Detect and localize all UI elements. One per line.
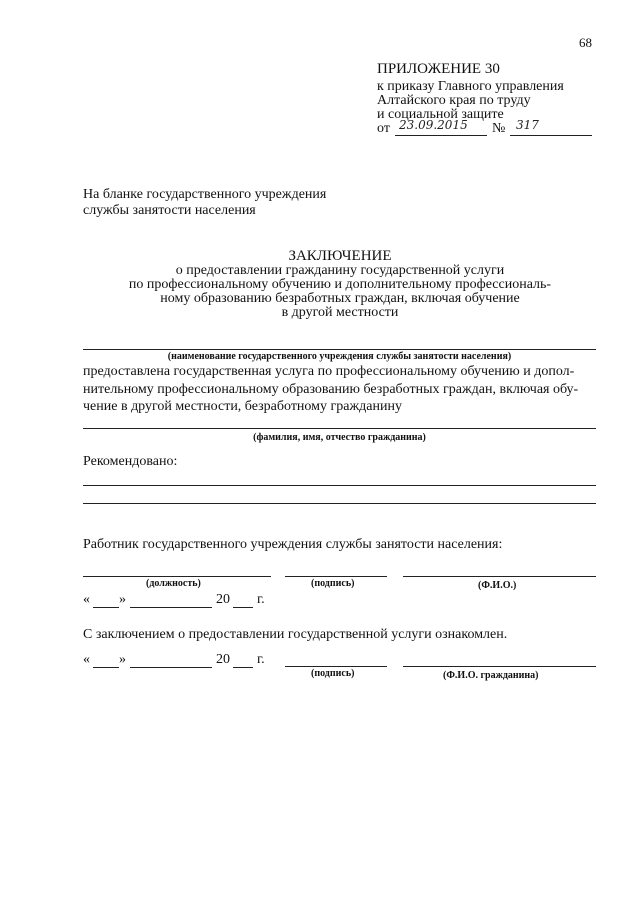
- appendix-number-underline: [510, 135, 592, 136]
- date1-month-line: [130, 607, 212, 608]
- appendix-line-2: Алтайского края по труду: [377, 93, 531, 108]
- recommended-line-1: [83, 485, 596, 486]
- date1-year-prefix: 20: [216, 592, 230, 607]
- date2-quote-close: »: [119, 652, 126, 667]
- date1-quote-close: »: [119, 592, 126, 607]
- date1-day-line: [93, 607, 119, 608]
- worker-fio-caption: (Ф.И.О.): [478, 580, 517, 591]
- citizen-signature-caption: (подпись): [311, 668, 355, 679]
- appendix-number-prefix: №: [492, 121, 506, 136]
- letterhead-line-2: службы занятости населения: [83, 203, 256, 218]
- body-line-1: предоставлена государственная услуга по профессиональному обучению и допол-: [83, 364, 575, 379]
- worker-label: Работник государственного учреждения службы занятости населения:: [83, 537, 503, 552]
- appendix-date-prefix: от: [377, 121, 390, 136]
- worker-fio-line: [403, 576, 596, 577]
- citizen-fio-line: [403, 666, 596, 667]
- appendix-number-value: 317: [516, 118, 539, 132]
- page-number: 68: [579, 35, 592, 50]
- acknowledge-label: С заключением о предоставлении государственной услуги ознакомлен.: [83, 627, 508, 642]
- worker-signature-line: [285, 576, 387, 577]
- recommended-line-2: [83, 503, 596, 504]
- citizen-line: [83, 428, 596, 429]
- body-line-3: чение в другой местности, безработному гражданину: [83, 399, 402, 414]
- heading-line-2: по профессиональному обучению и дополнительному профессиональ-: [128, 277, 552, 292]
- heading-line-4: в другой местности: [281, 305, 399, 320]
- date1-quote-open: «: [83, 592, 90, 607]
- body-line-2: нительному профессиональному образованию безработных граждан, включая обу-: [83, 382, 579, 397]
- date1-year-suffix: г.: [257, 592, 265, 607]
- citizen-caption: (фамилия, имя, отчество гражданина): [253, 432, 426, 443]
- appendix-date-underline: [395, 135, 487, 136]
- date2-month-line: [130, 667, 212, 668]
- citizen-signature-line: [285, 666, 387, 667]
- date2-year-prefix: 20: [216, 652, 230, 667]
- citizen-fio-caption: (Ф.И.О. гражданина): [443, 670, 539, 681]
- appendix-line-3: и социальной защите: [377, 107, 504, 122]
- recommended-label: Рекомендовано:: [83, 454, 178, 469]
- date2-day-line: [93, 667, 119, 668]
- heading-line-3: ному образованию безработных граждан, включая обучение: [160, 291, 520, 306]
- appendix-date-value: 23.09.2015: [399, 118, 468, 132]
- date1-year-line: [233, 607, 253, 608]
- position-line: [83, 576, 271, 577]
- date2-year-line: [233, 667, 253, 668]
- letterhead-line-1: На бланке государственного учреждения: [83, 187, 327, 202]
- heading-line-1: о предоставлении гражданину государственной услуги: [175, 263, 505, 278]
- document-title: ЗАКЛЮЧЕНИЕ: [288, 248, 392, 264]
- worker-signature-caption: (подпись): [311, 578, 355, 589]
- appendix-title: ПРИЛОЖЕНИЕ 30: [377, 61, 500, 77]
- appendix-line-1: к приказу Главного управления: [377, 79, 564, 94]
- date2-year-suffix: г.: [257, 652, 265, 667]
- date2-quote-open: «: [83, 652, 90, 667]
- institution-caption: (наименование государственного учреждения службы занятости населения): [167, 351, 512, 362]
- institution-line: [83, 349, 596, 350]
- position-caption: (должность): [146, 578, 201, 589]
